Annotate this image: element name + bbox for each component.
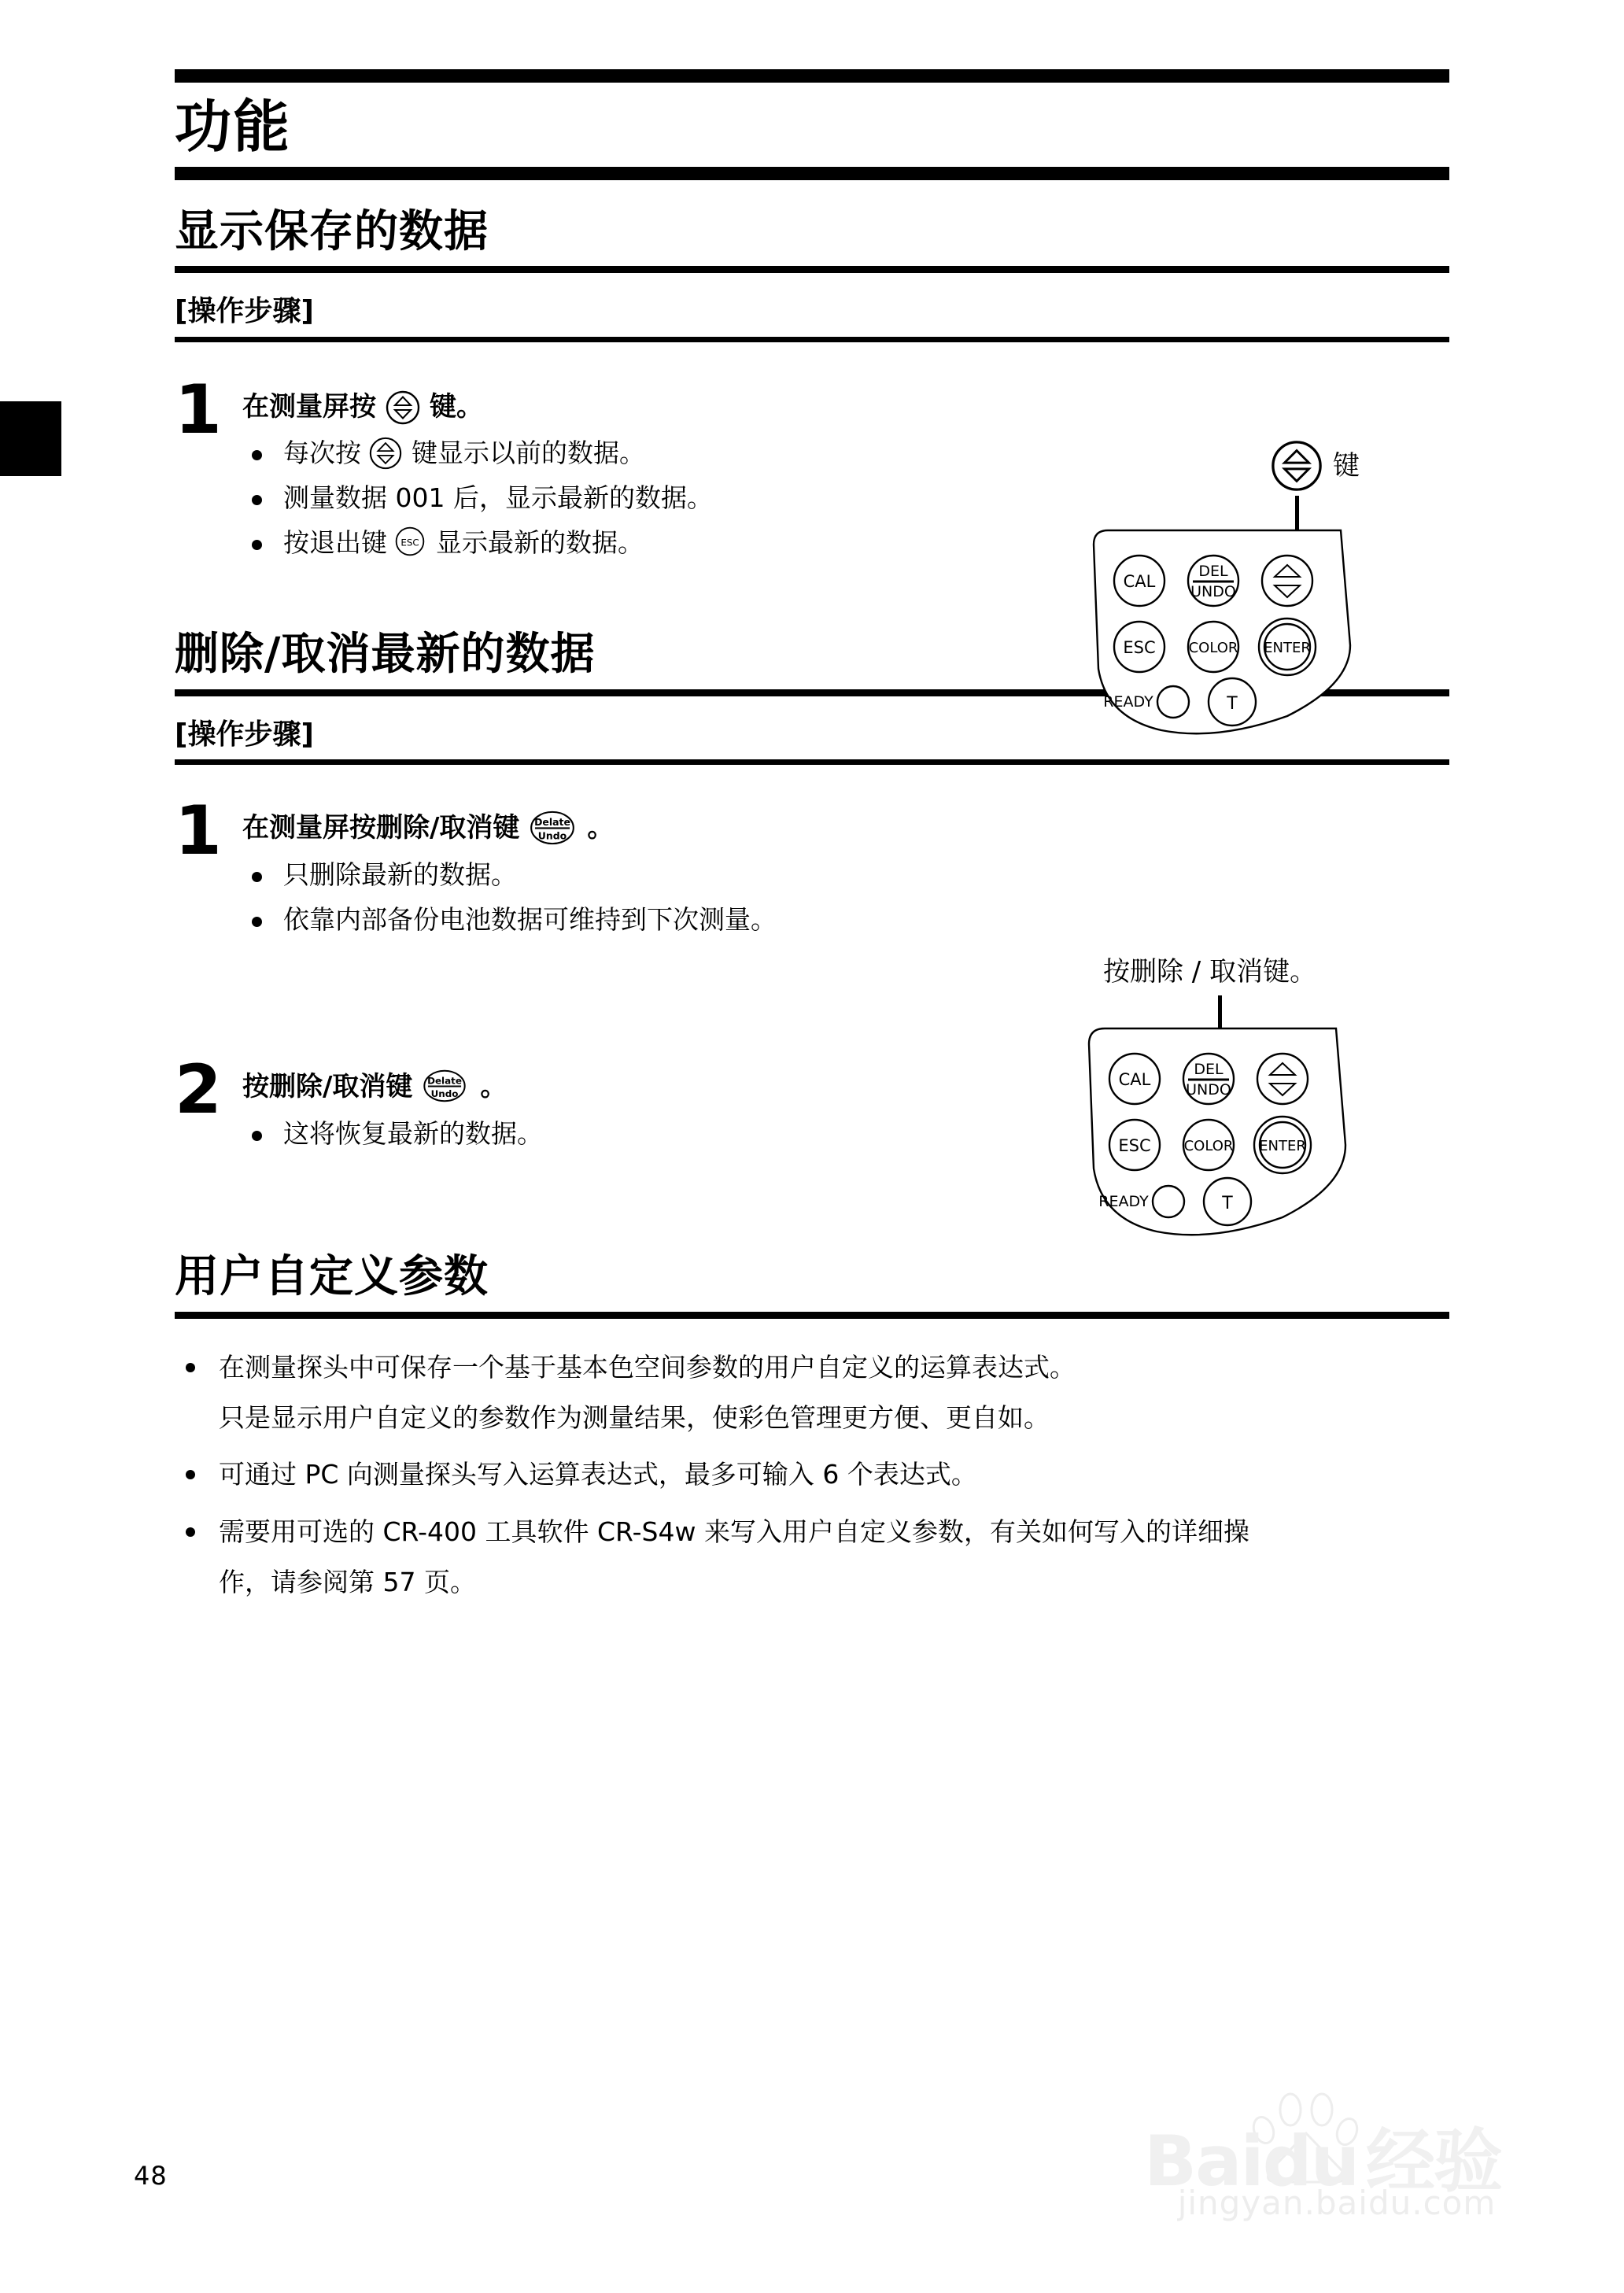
step-heading-text-after: 键。 xyxy=(430,390,483,423)
keypad-diagram-1 xyxy=(1091,434,1460,749)
svg-text:COLOR: COLOR xyxy=(1183,1138,1234,1154)
chapter-rule-bottom xyxy=(175,167,1449,180)
feature-bullet-list xyxy=(175,1342,1449,1608)
bullet-line-1: 在测量探头中可保存一个基于基本色空间参数的用户自定义的运算表达式。 xyxy=(219,1351,1076,1383)
svg-text:DEL: DEL xyxy=(1194,1061,1224,1078)
svg-text:Undo: Undo xyxy=(538,829,567,842)
list-item xyxy=(242,898,1449,943)
updown-key-icon xyxy=(385,390,421,426)
page-number: 48 xyxy=(134,2161,168,2191)
list-item xyxy=(242,853,1449,898)
procedure-label-1: [操作步骤] xyxy=(175,295,314,328)
bullet-text: 测量数据 001 后，显示最新的数据。 xyxy=(283,482,713,513)
step-heading-text-before: 在测量屏按删除/取消键 xyxy=(242,812,520,844)
svg-text:UNDO: UNDO xyxy=(1186,1081,1231,1098)
bullet-text: 只删除最新的数据。 xyxy=(283,858,517,890)
bullet-line-1: 可通过 PC 向测量探头写入运算表达式，最多可输入 6 个表达式。 xyxy=(219,1459,977,1490)
svg-text:ENTER: ENTER xyxy=(1264,640,1311,656)
step-body xyxy=(242,801,1449,942)
svg-text:T: T xyxy=(1227,694,1238,714)
svg-text:READY: READY xyxy=(1098,1193,1149,1210)
bullet-line-2: 作，请参阅第 57 页。 xyxy=(219,1566,476,1597)
chapter-title: 功能 xyxy=(175,94,292,160)
watermark xyxy=(1136,2089,1537,2222)
svg-text:Undo: Undo xyxy=(430,1087,459,1099)
watermark-url: jingyan.baidu.com xyxy=(1177,2184,1497,2222)
step-number: 1 xyxy=(175,370,222,449)
svg-text:ESC: ESC xyxy=(400,537,419,548)
updown-key-icon xyxy=(1270,439,1323,496)
svg-text:ESC: ESC xyxy=(1123,638,1156,657)
step-2-1 xyxy=(175,792,1449,942)
keypad-diagram-2 xyxy=(1070,940,1463,1255)
svg-text:CAL: CAL xyxy=(1118,1070,1151,1089)
keypad-body xyxy=(1091,527,1358,740)
delete-undo-key-icon xyxy=(422,1069,471,1106)
list-item xyxy=(175,1342,1449,1444)
svg-text:DEL: DEL xyxy=(1198,563,1228,580)
step-heading-text-before: 在测量屏按 xyxy=(242,390,376,423)
svg-text:READY: READY xyxy=(1103,693,1153,711)
svg-text:CAL: CAL xyxy=(1123,572,1156,591)
bullet-line-2: 只是显示用户自定义的参数作为测量结果，使彩色管理更方便、更自如。 xyxy=(219,1401,1050,1433)
svg-text:T: T xyxy=(1222,1194,1233,1213)
keypad-body xyxy=(1086,1025,1353,1242)
svg-text:COLOR: COLOR xyxy=(1188,640,1238,656)
procedure-label-2: [操作步骤] xyxy=(175,718,314,751)
list-item xyxy=(175,1449,1449,1500)
procedure-rule-2 xyxy=(175,759,1449,765)
svg-text:Delate: Delate xyxy=(427,1075,463,1087)
esc-key-icon xyxy=(393,525,430,561)
updown-key-icon xyxy=(368,436,404,472)
delete-undo-key-icon xyxy=(529,810,578,847)
step-number: 2 xyxy=(175,1050,222,1130)
step-number: 1 xyxy=(175,792,222,871)
step-heading-text-after: 。 xyxy=(587,812,615,844)
bullet-text-before: 每次按 xyxy=(283,438,361,469)
section-rule-1 xyxy=(175,266,1449,273)
callout-label-1: 键 xyxy=(1333,450,1360,482)
step-heading xyxy=(242,809,1449,847)
svg-text:UNDO: UNDO xyxy=(1190,583,1236,600)
bullet-text-after: 键显示以前的数据。 xyxy=(412,438,645,469)
step-heading-text-before: 按删除/取消键 xyxy=(242,1071,413,1103)
watermark-brand-cn: 经验 xyxy=(1366,2121,1502,2202)
bullet-text-before: 按退出键 xyxy=(283,526,387,558)
page-content xyxy=(175,0,1449,1614)
svg-text:Delate: Delate xyxy=(534,816,571,829)
step-bullet-list xyxy=(242,853,1449,943)
bullet-text-after: 显示最新的数据。 xyxy=(436,526,644,558)
section-heading-3: 用户自定义参数 xyxy=(175,1251,489,1303)
bullet-text: 依靠内部备份电池数据可维持到下次测量。 xyxy=(283,903,777,935)
bullet-text: 这将恢复最新的数据。 xyxy=(283,1117,543,1149)
svg-text:ENTER: ENTER xyxy=(1259,1138,1306,1154)
list-item xyxy=(175,1507,1449,1608)
step-heading xyxy=(242,388,1449,426)
procedure-rule-1 xyxy=(175,337,1449,342)
chapter-rule-top xyxy=(175,69,1449,83)
bullet-line-1: 需要用可选的 CR-400 工具软件 CR-S4w 来写入用户自定义参数，有关如何写入的详细操 xyxy=(219,1516,1249,1547)
baidu-paw-logo-icon xyxy=(1136,2089,1537,2184)
section-heading-2: 删除/取消最新的数据 xyxy=(175,629,596,681)
section-heading-1: 显示保存的数据 xyxy=(175,205,489,257)
section-rule-3 xyxy=(175,1312,1449,1319)
margin-thumb-tab xyxy=(0,401,61,476)
step-heading-text-after: 。 xyxy=(480,1071,507,1103)
callout-label-2: 按删除 / 取消键。 xyxy=(1103,956,1317,988)
svg-text:ESC: ESC xyxy=(1118,1136,1151,1155)
watermark-brand: Baidu xyxy=(1144,2121,1359,2202)
